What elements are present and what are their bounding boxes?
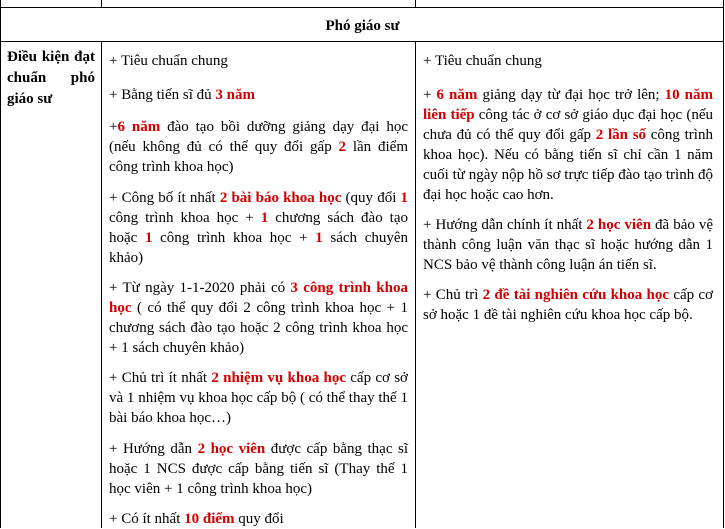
table-border-left (0, 0, 1, 528)
right-item-research-projects: + Chủ trì 2 đề tài nghiên cứu khoa học cấp cơ sở hoặc 1 đề tài nghiên cứu khoa học cấp bộ. (423, 287, 713, 323)
row-label: Điều kiện đạt chuẩn phó giáo sư (7, 49, 95, 107)
left-item-research-tasks: + Chủ trì ít nhất 2 nhiệm vụ khoa học cấp cơ sở và 1 nhiệm vụ khoa học cấp bộ ( có thể thay thế 1 bài báo khoa học…) (109, 370, 408, 426)
column-divider-top (101, 0, 102, 7)
left-item-2020-works: + Từ ngày 1-1-2020 phải có 3 công trình khoa học ( có thể quy đổi 2 công trình khoa học + 1 chương sách đào tạo hoặc 2 công trình khoa học + 1 sách chuyên khảo) (109, 280, 408, 356)
right-item-general: + Tiêu chuẩn chung (423, 53, 542, 69)
right-criteria-column (423, 51, 713, 325)
table-header-title: Phó giáo sư (325, 18, 400, 34)
column-divider-label (101, 41, 102, 528)
right-item-teaching: + 6 năm giảng dạy từ đại học trở lên; 10 năm liên tiếp công tác ở cơ sở giáo dục đại học (nếu chưa đủ có thể quy đổi gấp 2 lần số công trình khoa học). Nếu có bằng tiến sĩ chỉ cần 1 năm cuối từ ngày nộp hồ sơ trực tiếp đào tạo trình độ đại học hoặc cao hơn. (423, 87, 713, 203)
column-divider-top-2 (415, 0, 416, 7)
left-item-supervision: + Hướng dẫn 2 học viên được cấp bằng thạc sĩ hoặc 1 NCS được cấp bằng tiến sĩ (Thay thế 1 học viên + 1 công trình khoa học) (109, 441, 409, 497)
left-item-general: + Tiêu chuẩn chung (109, 53, 228, 69)
left-item-points: + Có ít nhất 10 điểm quy đổi (109, 511, 284, 527)
left-item-training: +6 năm đào tạo bồi dưỡng giảng dạy đại học (nếu không đủ có thể quy đổi gấp 2 lần điểm công trình khoa học) (109, 119, 408, 175)
top-row-bottom-border (0, 7, 724, 8)
left-criteria-column (109, 51, 408, 529)
left-item-doctorate: + Bằng tiến sĩ đủ 3 năm (109, 87, 255, 103)
left-item-publications: + Công bố ít nhất 2 bài báo khoa học (quy đổi 1 công trình khoa học + 1 chương sách đào tạo hoặc 1 công trình khoa học + 1 sách chuyên khảo) (109, 190, 409, 266)
column-divider-middle (415, 41, 416, 528)
table-border-right (723, 0, 724, 528)
right-item-supervision: + Hướng dẫn chính ít nhất 2 học viên đã bảo vệ thành công luận văn thạc sĩ hoặc hướng dẫn 1 NCS bảo vệ thành công luận án tiến sĩ. (423, 217, 713, 273)
header-bottom-border (0, 41, 724, 42)
